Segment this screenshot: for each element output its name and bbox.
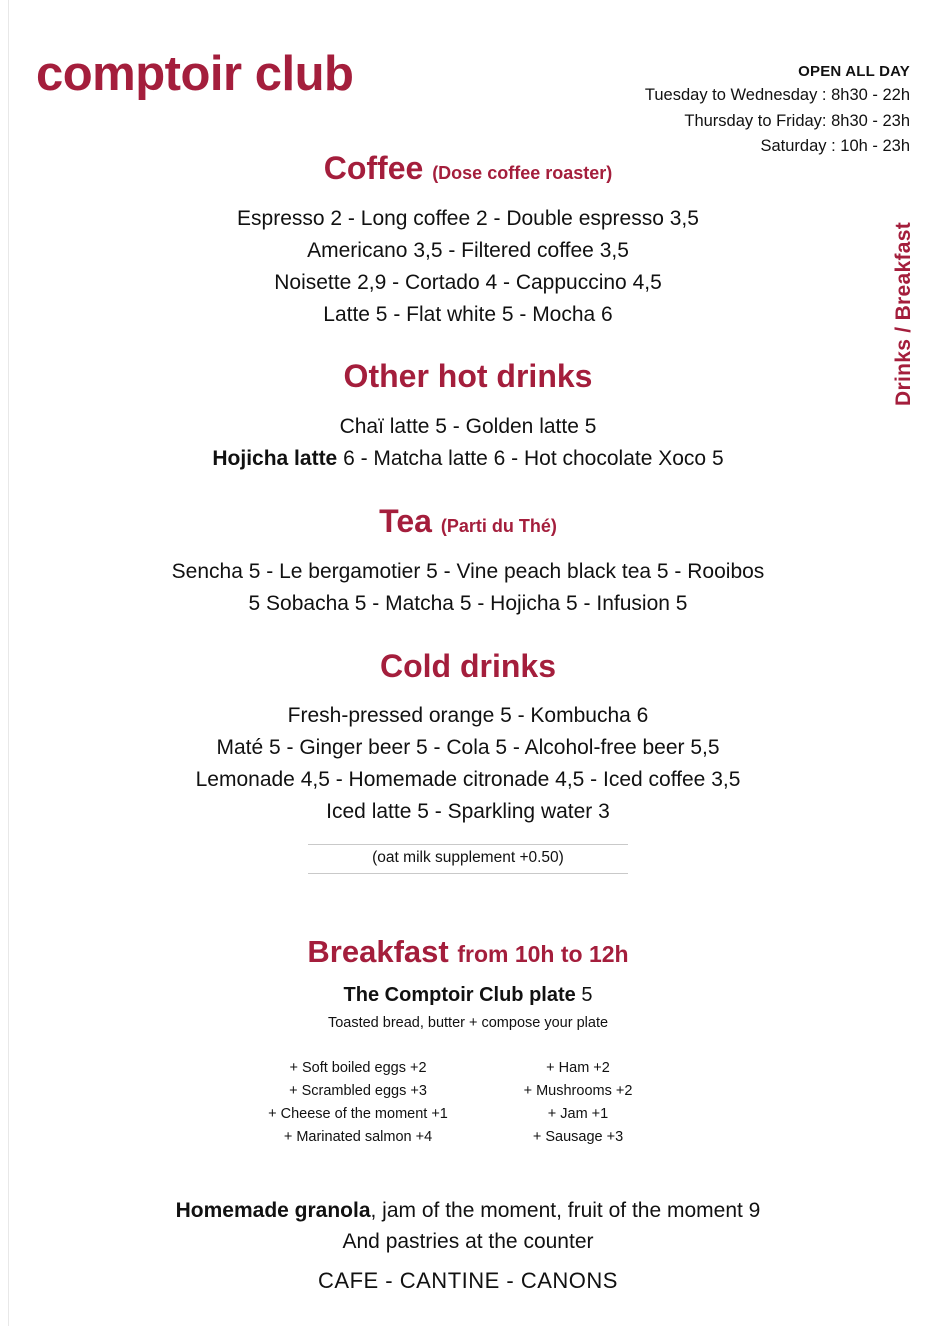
plate-name: The Comptoir Club plate <box>343 984 576 1007</box>
coffee-items <box>0 203 936 331</box>
addons-column-left <box>258 1057 458 1149</box>
section-subtitle-tea: (Parti du Thé) <box>440 516 557 537</box>
plate-description: Toasted bread, butter + compose your plate <box>327 1015 609 1032</box>
section-title-other-hot-drinks: Other hot drinks <box>343 358 593 395</box>
breakfast-plate <box>0 984 936 1007</box>
addon-item: + Marinated salmon +4 <box>283 1128 433 1145</box>
section-title-tea: Tea <box>379 503 432 540</box>
section-heading-tea <box>0 503 936 540</box>
footer-tagline: CAFE - CANTINE - CANONS <box>318 1268 618 1293</box>
section-title-coffee: Coffee <box>323 150 424 186</box>
granola-section <box>0 1195 936 1258</box>
opening-hours <box>645 60 910 160</box>
menu-line: Sencha 5 - Le bergamotier 5 - Vine peach black tea 5 - Rooibos <box>171 559 765 583</box>
breakfast-time-range: from 10h to 12h <box>457 941 629 968</box>
menu-line: Americano 3,5 - Filtered coffee 3,5 <box>307 238 629 262</box>
addons-column-right <box>478 1057 678 1149</box>
hours-line: Saturday : 10h - 23h <box>760 137 910 156</box>
menu-line <box>0 1195 936 1227</box>
section-heading-cold-drinks <box>0 648 936 685</box>
menu-line-rest: 6 - Matcha latte 6 - Hot chocolate Xoco 5 <box>337 447 724 471</box>
section-subtitle-coffee: (Dose coffee roaster) <box>432 163 613 183</box>
open-all-day-label: OPEN ALL DAY <box>798 63 910 80</box>
menu-line: 5 Sobacha 5 - Matcha 5 - Hojicha 5 - Infusion 5 <box>248 591 688 615</box>
menu-line: Chaï latte 5 - Golden latte 5 <box>339 415 597 439</box>
menu-line <box>0 443 936 475</box>
section-heading-coffee <box>0 150 936 187</box>
menu-line: Iced latte 5 - Sparkling water 3 <box>326 800 610 824</box>
menu-line-bold: Hojicha latte <box>212 447 338 471</box>
cold-drinks-items <box>0 700 936 828</box>
section-heading-breakfast <box>0 934 936 970</box>
hours-line: Thursday to Friday: 8h30 - 23h <box>684 111 910 130</box>
menu-content <box>0 150 936 1258</box>
plate-price: 5 <box>575 984 593 1007</box>
addon-item: + Cheese of the moment +1 <box>268 1105 448 1122</box>
tea-items <box>0 556 936 620</box>
granola-rest: , jam of the moment, fruit of the moment 9 <box>370 1198 761 1222</box>
oat-milk-note: (oat milk supplement +0.50) <box>308 844 628 874</box>
menu-line: Maté 5 - Ginger beer 5 - Cola 5 - Alcohol-free beer 5,5 <box>216 736 720 760</box>
menu-line: And pastries at the counter <box>342 1230 594 1254</box>
addon-item: + Scrambled eggs +3 <box>289 1082 427 1099</box>
granola-name: Homemade granola <box>175 1198 371 1222</box>
page-title: comptoir club <box>36 47 354 101</box>
breakfast-addons <box>258 1057 678 1149</box>
menu-line: Latte 5 - Flat white 5 - Mocha 6 <box>323 302 613 326</box>
hours-line: Tuesday to Wednesday : 8h30 - 22h <box>644 86 910 105</box>
addon-item: + Ham +2 <box>546 1060 610 1077</box>
menu-line: Espresso 2 - Long coffee 2 - Double espresso 3,5 <box>237 206 699 230</box>
addon-item: + Jam +1 <box>547 1105 609 1122</box>
addon-item: + Mushrooms +2 <box>523 1082 633 1099</box>
menu-line: Noisette 2,9 - Cortado 4 - Cappuccino 4,5 <box>274 270 662 294</box>
section-title-breakfast: Breakfast <box>307 934 449 970</box>
menu-line: Fresh-pressed orange 5 - Kombucha 6 <box>287 704 649 728</box>
section-heading-other-hot-drinks <box>0 358 936 395</box>
addon-item: + Sausage +3 <box>532 1128 624 1145</box>
side-tab-label: Drinks / Breakfast <box>892 222 915 406</box>
section-title-cold-drinks: Cold drinks <box>379 647 556 684</box>
menu-line: Lemonade 4,5 - Homemade citronade 4,5 - Iced coffee 3,5 <box>195 768 741 792</box>
other-hot-drinks-items <box>0 411 936 475</box>
addon-item: + Soft boiled eggs +2 <box>289 1060 427 1077</box>
